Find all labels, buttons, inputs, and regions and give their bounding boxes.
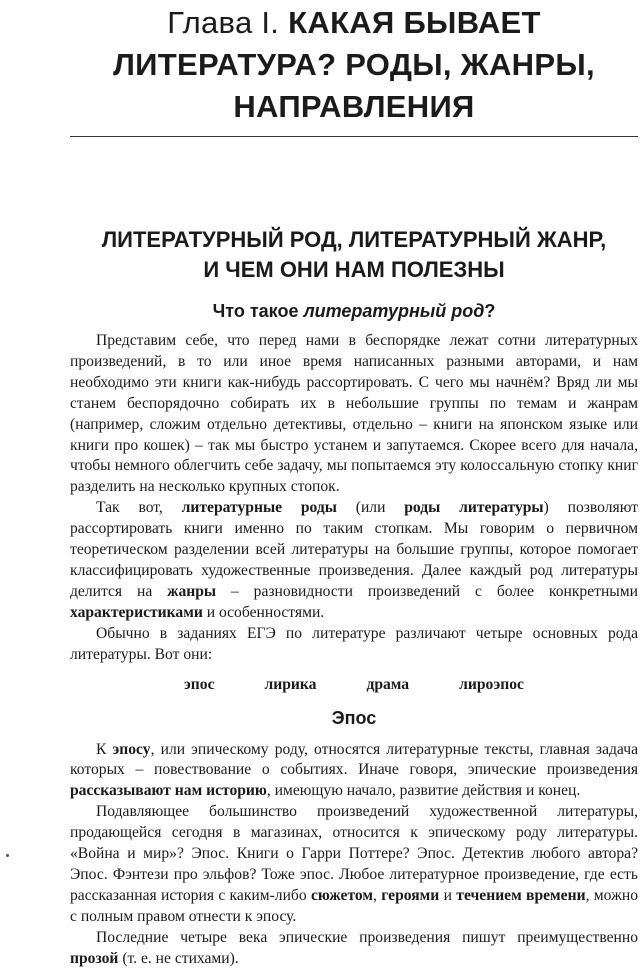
term-literary-genres: литературные роды	[181, 499, 337, 517]
subsection-emphasis: литературный род	[303, 301, 485, 321]
text-fragment: – разновидности произведений с более конкретными	[216, 582, 638, 600]
term-characteristics: характеристиками	[70, 603, 203, 621]
paragraph-intro: Представим себе, что перед нами в беспорядке лежат сотни литературных произведений, в то или иное время написанных разными авторами, и нам необходимо эти книги как-нибудь рассортировать. С чего мы начнём? Вряд ли мы станем беспорядочно собирать их в небольшие группы по темам и жанрам (например, сложим отдельно детективы, отдельно – книги на японском языке или книги про кошек) – так мы быстро устанем и запутаемся. Скорее всего для начала, чтобы немного облегчить себе задачу, мы попытаемся эту колоссальную стопку книг разделить на несколько крупных стопок.	[70, 332, 638, 496]
paragraph-epos-definition	[70, 740, 638, 803]
subsection-prefix: Что такое	[212, 301, 304, 321]
scan-speck	[6, 854, 9, 857]
paragraph-four-genres: Обычно в заданиях ЕГЭ по литературе различают четыре основных рода литературы. Вот они:	[70, 624, 638, 663]
section-title	[70, 225, 638, 285]
term-plot: сюжетом	[310, 886, 374, 904]
term-tell-story: рассказывают нам историю	[70, 782, 267, 800]
genre-item: лироэпос	[459, 675, 524, 693]
term-flow-of-time: течением времени	[456, 886, 586, 904]
text-fragment: ,	[373, 886, 382, 904]
term-heroes: героями	[381, 886, 440, 904]
section-title-line1: ЛИТЕРАТУРНЫЙ РОД, ЛИТЕРАТУРНЫЙ ЖАНР,	[101, 227, 607, 252]
text-fragment: ) позволяют рассортировать книги именно по таким стопкам. Мы говорим о первичном теоретическом разделении всей литературы на большие группы, которое помогает классифицировать художественные произведения. Далее каждый род литературы делится на	[70, 499, 638, 600]
term-zhanry: жанры	[167, 582, 217, 600]
term-prose: прозой	[70, 949, 119, 967]
text-fragment: Последние четыре века эпические произведения пишут преимущественно	[96, 928, 638, 946]
subsection-suffix: ?	[484, 301, 496, 321]
term-epos: эпосу	[112, 740, 151, 758]
genre-item: эпос	[184, 675, 215, 693]
paragraph-epos-prose	[70, 928, 638, 969]
term-genres-of-literature: роды литературы	[404, 499, 544, 517]
section-title-line2: И ЧЕМ ОНИ НАМ ПОЛЕЗНЫ	[203, 257, 505, 282]
chapter-title-line3: НАПРАВЛЕНИЯ	[233, 89, 475, 124]
text-fragment: , имеющую начало, развитие действия и конец.	[266, 782, 581, 800]
text-fragment: (т. е. не стихами).	[118, 949, 239, 967]
paragraph-literary-genres	[70, 498, 638, 623]
epos-heading: Эпос	[331, 707, 377, 728]
paragraph-epos-examples	[70, 802, 638, 927]
text-fragment: (или	[336, 499, 405, 517]
subsection-title	[70, 299, 638, 323]
text-fragment: Так вот,	[96, 499, 182, 517]
chapter-divider	[70, 136, 638, 137]
text-fragment: К	[96, 740, 113, 758]
text-fragment: и особенностями.	[202, 603, 325, 621]
chapter-title-line1: КАКАЯ БЫВАЕТ	[288, 5, 541, 40]
text-fragment: , можно с полным правом отнести к эпосу.	[70, 886, 638, 925]
text-fragment: , или эпическому роду, относятся литературные тексты, главная задача которых – повествование о событиях. Иначе говоря, эпические произведения	[70, 740, 638, 779]
text-fragment: Подавляющее большинство произведений художественной литературы, продающейся сегодня в магазинах, относится к эпическому роду литературы. «Война и мир»? Эпос. Книги о Гарри Поттере? Эпос. Детектив любого автора? Эпос. Фэнтези про эльфов? Тоже эпос. Любое литературное произведение, где есть рассказанная история с каким-либо	[70, 803, 638, 904]
chapter-title-line2: ЛИТЕРАТУРА? РОДЫ, ЖАНРЫ,	[113, 47, 595, 82]
genre-item: лирика	[264, 675, 317, 693]
chapter-title	[70, 0, 638, 128]
genre-item: драма	[366, 675, 410, 693]
text-fragment: и	[439, 886, 457, 904]
chapter-label: Глава I.	[167, 5, 280, 40]
genre-list	[70, 676, 638, 694]
